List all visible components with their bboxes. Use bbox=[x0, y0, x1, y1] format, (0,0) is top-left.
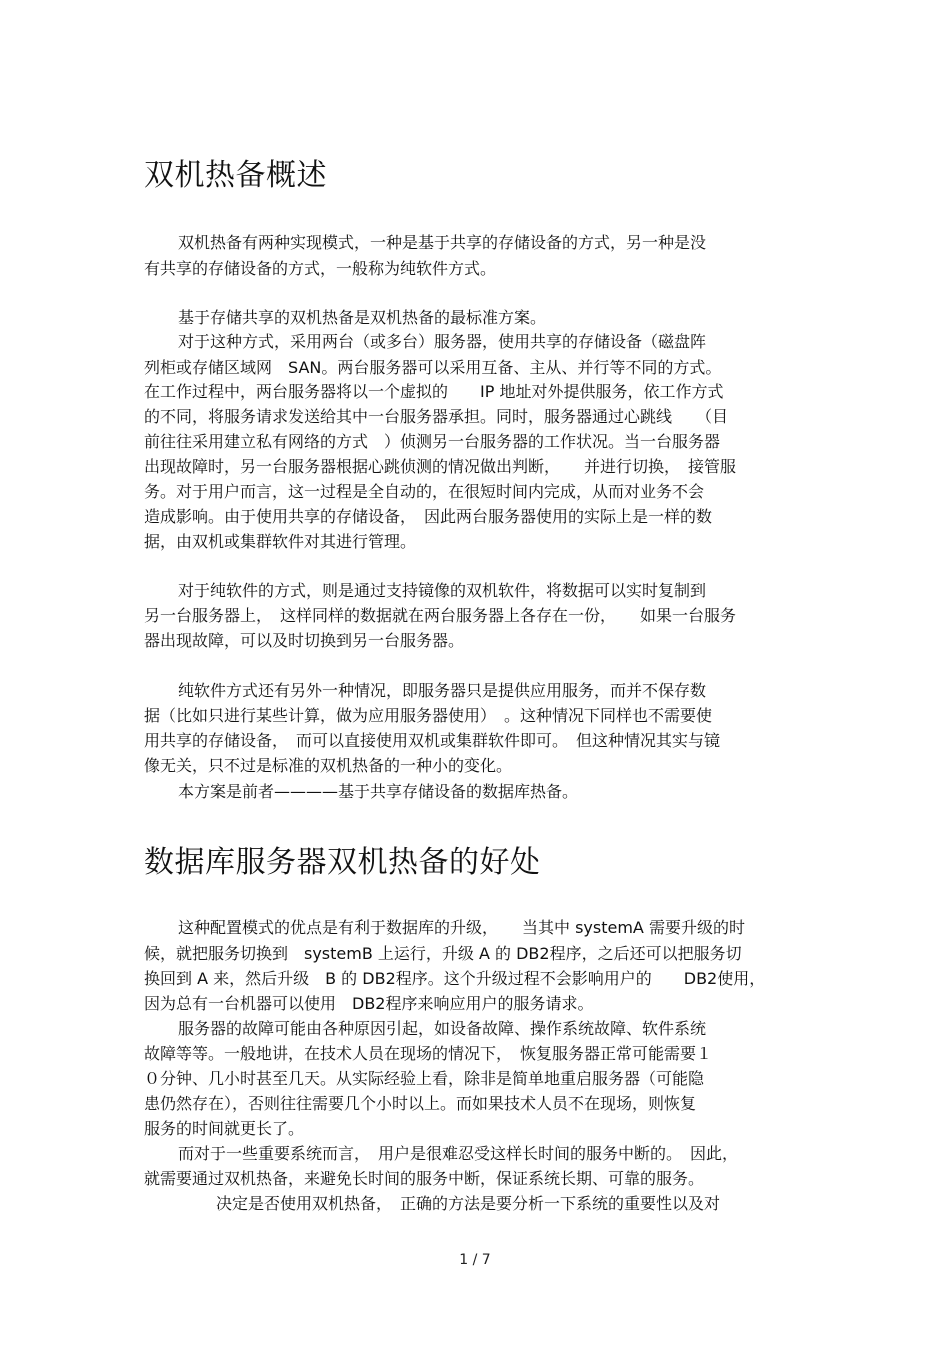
text-line: 故障等等。一般地讲，在技术人员在现场的情况下， 恢复服务器正常可能需要１ bbox=[144, 1044, 713, 1063]
text-line: 的不同，将服务请求发送给其中一台服务器承担。同时，服务器通过心跳线 （目 bbox=[144, 407, 729, 426]
text-line: 对于纯软件的方式，则是通过支持镜像的双机软件，将数据可以实时复制到 bbox=[178, 581, 707, 600]
text-line: 服务的时间就更长了。 bbox=[144, 1119, 305, 1138]
section-heading-overview: 双机热备概述 bbox=[144, 158, 327, 193]
text-line: 像无关，只不过是标准的双机热备的一种小的变化。 bbox=[144, 756, 513, 775]
text-line: 因为总有一台机器可以使用 DB2程序来响应用户的服务请求。 bbox=[144, 994, 594, 1013]
text-line: 这种配置模式的优点是有利于数据库的升级， 当其中 systemA 需要升级的时 bbox=[178, 918, 745, 937]
text-line: 换回到 A 来，然后升级 B 的 DB2程序。这个升级过程不会影响用户的 DB2使用， bbox=[144, 969, 766, 988]
text-line: 双机热备有两种实现模式，一种是基于共享的存储设备的方式，另一种是没 bbox=[178, 233, 707, 252]
text-line: 在工作过程中，两台服务器将以一个虚拟的 IP 地址对外提供服务，依工作方式 bbox=[144, 382, 724, 401]
text-line: 有共享的存储设备的方式，一般称为纯软件方式。 bbox=[144, 259, 497, 278]
text-line: 另一台服务器上， 这样同样的数据就在两台服务器上各存在一份， 如果一台服务 bbox=[144, 606, 737, 625]
text-line: 就需要通过双机热备，来避免长时间的服务中断，保证系统长期、可靠的服务。 bbox=[144, 1169, 705, 1188]
text-line: 据（比如只进行某些计算，做为应用服务器使用） 。这种情况下同样也不需要使 bbox=[144, 706, 713, 725]
text-line: 前往往采用建立私有网络的方式 ）侦测另一台服务器的工作状况。当一台服务器 bbox=[144, 432, 721, 451]
text-line: 据，由双机或集群软件对其进行管理。 bbox=[144, 532, 417, 551]
text-line: 患仍然存在），否则往往需要几个小时以上。而如果技术人员不在现场，则恢复 bbox=[144, 1094, 697, 1113]
text-line: 本方案是前者————基于共享存储设备的数据库热备。 bbox=[178, 782, 579, 801]
text-line: 造成影响。由于使用共享的存储设备， 因此两台服务器使用的实际上是一样的数 bbox=[144, 507, 713, 526]
text-line: 用共享的存储设备， 而可以直接使用双机或集群软件即可。 但这种情况其实与镜 bbox=[144, 731, 721, 750]
text-line: 基于存储共享的双机热备是双机热备的最标准方案。 bbox=[178, 308, 547, 327]
text-line: 服务器的故障可能由各种原因引起，如设备故障、操作系统故障、软件系统 bbox=[178, 1019, 707, 1038]
text-line: 务。对于用户而言，这一过程是全自动的，在很短时间内完成，从而对业务不会 bbox=[144, 482, 705, 501]
page-indicator: 1 / 7 bbox=[459, 1252, 491, 1268]
text-line: 而对于一些重要系统而言， 用户是很难忍受这样长时间的服务中断的。 因此， bbox=[178, 1144, 739, 1163]
text-line: 对于这种方式，采用两台（或多台）服务器，使用共享的存储设备（磁盘阵 bbox=[178, 332, 707, 351]
text-line: 纯软件方式还有另外一种情况，即服务器只是提供应用服务，而并不保存数 bbox=[178, 681, 707, 700]
text-line: ０分钟、几小时甚至几天。从实际经验上看，除非是简单地重启服务器（可能隐 bbox=[144, 1069, 705, 1088]
text-line: 列柜或存储区域网 SAN。两台服务器可以采用互备、主从、并行等不同的方式。 bbox=[144, 358, 722, 377]
text-line: 候，就把服务切换到 systemB 上运行，升级 A 的 DB2程序，之后还可以把服务切 bbox=[144, 944, 742, 963]
section-heading-benefits: 数据库服务器双机热备的好处 bbox=[144, 845, 541, 880]
text-line: 器出现故障，可以及时切换到另一台服务器。 bbox=[144, 631, 465, 650]
text-line: 出现故障时，另一台服务器根据心跳侦测的情况做出判断， 并进行切换， 接管服 bbox=[144, 457, 737, 476]
text-line: 决定是否使用双机热备， 正确的方法是要分析一下系统的重要性以及对 bbox=[216, 1194, 721, 1213]
